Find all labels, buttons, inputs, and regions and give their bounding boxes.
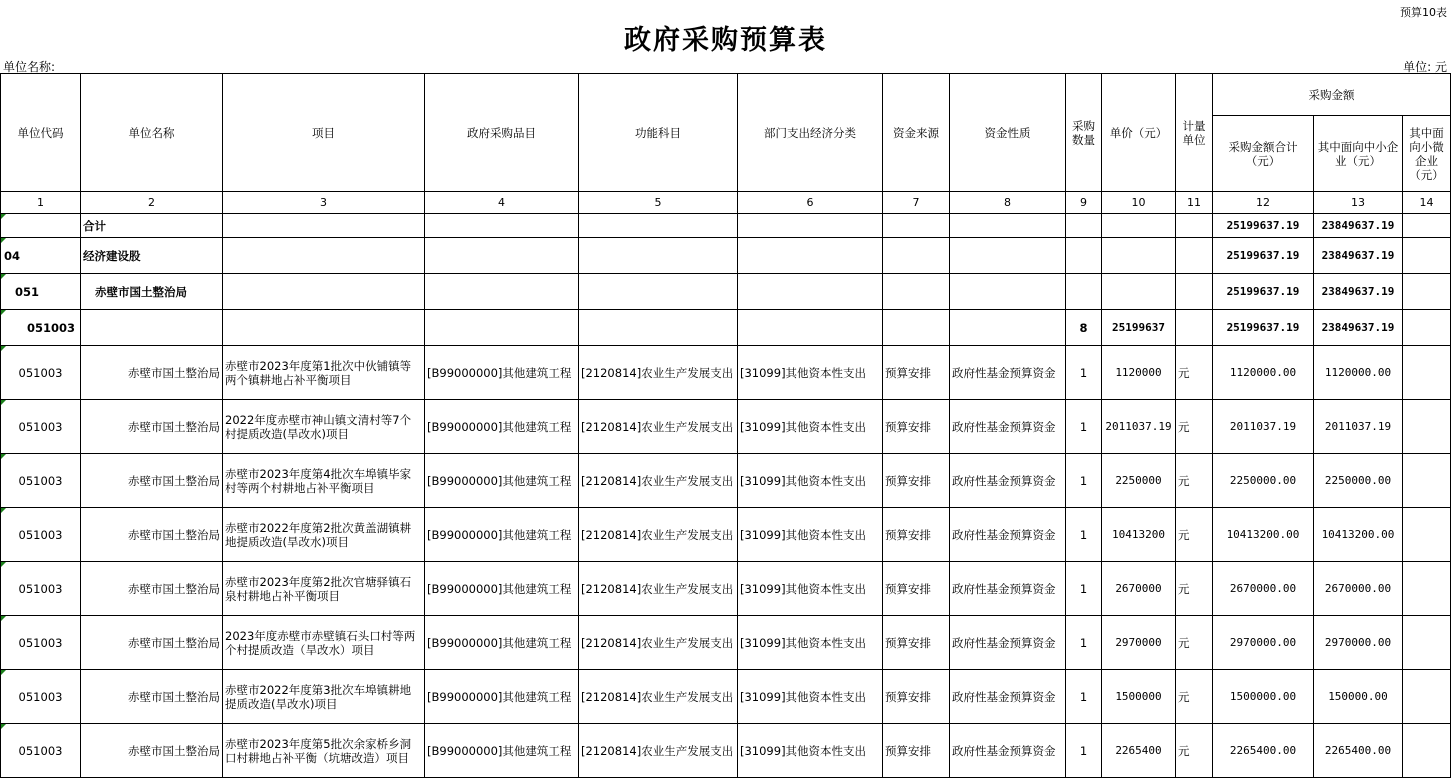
- row-item: [B99000000]其他建筑工程: [425, 346, 579, 400]
- summary-sme: 23849637.19: [1314, 310, 1403, 346]
- row-project: 赤壁市2023年度第1批次中伙铺镇等两个镇耕地占补平衡项目: [223, 346, 425, 400]
- summary-qty: [1066, 238, 1102, 274]
- summary-row: [1, 310, 1451, 346]
- row-total: 10413200.00: [1213, 508, 1314, 562]
- row-sme: 2250000.00: [1314, 454, 1403, 508]
- table-row: [1, 508, 1451, 562]
- summary-name: 赤壁市国土整治局: [81, 274, 223, 310]
- row-function: [2120814]农业生产发展支出: [579, 562, 738, 616]
- row-item: [B99000000]其他建筑工程: [425, 562, 579, 616]
- currency-unit-label: 单位: 元: [1403, 60, 1447, 74]
- col-number: 1: [1, 192, 81, 214]
- header-amount-total: 采购金额合计（元）: [1213, 116, 1314, 192]
- summary-row: [1, 274, 1451, 310]
- row-economic: [31099]其他资本性支出: [738, 454, 883, 508]
- row-fund-nature: 政府性基金预算资金: [950, 346, 1066, 400]
- header-amount-group: 采购金额: [1213, 74, 1451, 116]
- row-unit-price: 2011037.19: [1102, 400, 1176, 454]
- row-unit-price: 10413200: [1102, 508, 1176, 562]
- row-economic: [31099]其他资本性支出: [738, 724, 883, 778]
- col-number: 10: [1102, 192, 1176, 214]
- col-number: 6: [738, 192, 883, 214]
- row-project: 赤壁市2023年度第4批次车埠镇毕家村等两个村耕地占补平衡项目: [223, 454, 425, 508]
- header-fund-nature: 资金性质: [950, 74, 1066, 192]
- row-measure-unit: 元: [1176, 346, 1213, 400]
- row-total: 2011037.19: [1213, 400, 1314, 454]
- col-number: 9: [1066, 192, 1102, 214]
- table-row: [1, 670, 1451, 724]
- row-economic: [31099]其他资本性支出: [738, 508, 883, 562]
- header-unit-name: 单位名称: [81, 74, 223, 192]
- summary-qty: 8: [1066, 310, 1102, 346]
- row-sme: 2265400.00: [1314, 724, 1403, 778]
- summary-qty: [1066, 214, 1102, 238]
- col-number: 7: [883, 192, 950, 214]
- table-row: [1, 400, 1451, 454]
- row-unit-price: 2250000: [1102, 454, 1176, 508]
- row-project: 赤壁市2023年度第2批次官塘驿镇石泉村耕地占补平衡项目: [223, 562, 425, 616]
- row-project: 赤壁市2023年度第5批次余家桥乡洞口村耕地占补平衡（坑塘改造）项目: [223, 724, 425, 778]
- summary-code: 051003: [1, 310, 81, 346]
- summary-sme: 23849637.19: [1314, 274, 1403, 310]
- row-unit-name: 赤壁市国土整治局: [81, 346, 223, 400]
- row-measure-unit: 元: [1176, 670, 1213, 724]
- row-measure-unit: 元: [1176, 454, 1213, 508]
- row-micro: [1403, 670, 1451, 724]
- row-unit-price: 2670000: [1102, 562, 1176, 616]
- summary-sme: 23849637.19: [1314, 214, 1403, 238]
- summary-price: [1102, 274, 1176, 310]
- row-sme: 2011037.19: [1314, 400, 1403, 454]
- row-quantity: 1: [1066, 670, 1102, 724]
- summary-price: [1102, 238, 1176, 274]
- row-quantity: 1: [1066, 508, 1102, 562]
- row-fund-nature: 政府性基金预算资金: [950, 670, 1066, 724]
- row-micro: [1403, 400, 1451, 454]
- row-function: [2120814]农业生产发展支出: [579, 400, 738, 454]
- summary-qty: [1066, 274, 1102, 310]
- row-economic: [31099]其他资本性支出: [738, 616, 883, 670]
- header-unit-price: 单价（元）: [1102, 74, 1176, 192]
- header-quantity: 采购数量: [1066, 74, 1102, 192]
- row-quantity: 1: [1066, 400, 1102, 454]
- row-fund-source: 预算安排: [883, 346, 950, 400]
- row-measure-unit: 元: [1176, 400, 1213, 454]
- row-total: 2970000.00: [1213, 616, 1314, 670]
- row-unit-name: 赤壁市国土整治局: [81, 400, 223, 454]
- header-amount-micro: 其中面向小微企业（元）: [1403, 116, 1451, 192]
- row-fund-nature: 政府性基金预算资金: [950, 616, 1066, 670]
- row-measure-unit: 元: [1176, 724, 1213, 778]
- column-number-row: [1, 192, 1451, 214]
- row-quantity: 1: [1066, 346, 1102, 400]
- header-measure-unit: 计量单位: [1176, 74, 1213, 192]
- header-amount-sme: 其中面向中小企业（元）: [1314, 116, 1403, 192]
- row-function: [2120814]农业生产发展支出: [579, 508, 738, 562]
- summary-price: [1102, 214, 1176, 238]
- summary-total: 25199637.19: [1213, 238, 1314, 274]
- row-item: [B99000000]其他建筑工程: [425, 724, 579, 778]
- row-unit-name: 赤壁市国土整治局: [81, 616, 223, 670]
- row-quantity: 1: [1066, 724, 1102, 778]
- row-unit-code: 051003: [1, 616, 81, 670]
- summary-total: 25199637.19: [1213, 310, 1314, 346]
- row-fund-nature: 政府性基金预算资金: [950, 724, 1066, 778]
- row-function: [2120814]农业生产发展支出: [579, 670, 738, 724]
- row-micro: [1403, 346, 1451, 400]
- row-total: 1500000.00: [1213, 670, 1314, 724]
- summary-name: 合计: [81, 214, 223, 238]
- table-row: [1, 616, 1451, 670]
- table-row: [1, 346, 1451, 400]
- row-measure-unit: 元: [1176, 508, 1213, 562]
- row-quantity: 1: [1066, 562, 1102, 616]
- row-sme: 10413200.00: [1314, 508, 1403, 562]
- row-fund-source: 预算安排: [883, 454, 950, 508]
- row-unit-code: 051003: [1, 454, 81, 508]
- col-number: 4: [425, 192, 579, 214]
- col-number: 14: [1403, 192, 1451, 214]
- row-unit-price: 1120000: [1102, 346, 1176, 400]
- table-row: [1, 454, 1451, 508]
- row-fund-nature: 政府性基金预算资金: [950, 508, 1066, 562]
- col-number: 2: [81, 192, 223, 214]
- row-unit-name: 赤壁市国土整治局: [81, 508, 223, 562]
- header-project: 项目: [223, 74, 425, 192]
- col-number: 3: [223, 192, 425, 214]
- row-fund-source: 预算安排: [883, 400, 950, 454]
- table-row: [1, 724, 1451, 778]
- unit-name-label: 单位名称:: [3, 60, 56, 74]
- row-micro: [1403, 616, 1451, 670]
- summary-total: 25199637.19: [1213, 274, 1314, 310]
- row-fund-source: 预算安排: [883, 616, 950, 670]
- row-unit-price: 1500000: [1102, 670, 1176, 724]
- row-total: 2250000.00: [1213, 454, 1314, 508]
- row-unit-code: 051003: [1, 400, 81, 454]
- summary-code: 04: [1, 238, 81, 274]
- row-sme: 2970000.00: [1314, 616, 1403, 670]
- row-project: 赤壁市2022年度第3批次车埠镇耕地提质改造(旱改水)项目: [223, 670, 425, 724]
- row-fund-source: 预算安排: [883, 562, 950, 616]
- summary-name: [81, 310, 223, 346]
- row-fund-nature: 政府性基金预算资金: [950, 400, 1066, 454]
- row-unit-price: 2970000: [1102, 616, 1176, 670]
- row-unit-code: 051003: [1, 346, 81, 400]
- row-unit-name: 赤壁市国土整治局: [81, 724, 223, 778]
- col-number: 11: [1176, 192, 1213, 214]
- col-number: 12: [1213, 192, 1314, 214]
- row-item: [B99000000]其他建筑工程: [425, 670, 579, 724]
- page-title: 政府采购预算表: [624, 25, 827, 56]
- summary-sme: 23849637.19: [1314, 238, 1403, 274]
- row-fund-nature: 政府性基金预算资金: [950, 562, 1066, 616]
- form-number-tag: 预算10表: [1400, 6, 1447, 19]
- row-item: [B99000000]其他建筑工程: [425, 400, 579, 454]
- summary-row: [1, 214, 1451, 238]
- row-total: 1120000.00: [1213, 346, 1314, 400]
- row-unit-code: 051003: [1, 670, 81, 724]
- row-function: [2120814]农业生产发展支出: [579, 724, 738, 778]
- row-total: 2670000.00: [1213, 562, 1314, 616]
- row-economic: [31099]其他资本性支出: [738, 670, 883, 724]
- row-unit-code: 051003: [1, 724, 81, 778]
- row-measure-unit: 元: [1176, 616, 1213, 670]
- header-unit-code: 单位代码: [1, 74, 81, 192]
- row-item: [B99000000]其他建筑工程: [425, 508, 579, 562]
- row-total: 2265400.00: [1213, 724, 1314, 778]
- summary-total: 25199637.19: [1213, 214, 1314, 238]
- row-micro: [1403, 562, 1451, 616]
- row-unit-code: 051003: [1, 562, 81, 616]
- row-economic: [31099]其他资本性支出: [738, 562, 883, 616]
- row-sme: 2670000.00: [1314, 562, 1403, 616]
- row-measure-unit: 元: [1176, 562, 1213, 616]
- row-sme: 150000.00: [1314, 670, 1403, 724]
- row-sme: 1120000.00: [1314, 346, 1403, 400]
- row-quantity: 1: [1066, 454, 1102, 508]
- row-item: [B99000000]其他建筑工程: [425, 454, 579, 508]
- row-function: [2120814]农业生产发展支出: [579, 346, 738, 400]
- row-project: 2023年度赤壁市赤壁镇石头口村等两个村提质改造（旱改水）项目: [223, 616, 425, 670]
- summary-code: 051: [1, 274, 81, 310]
- row-item: [B99000000]其他建筑工程: [425, 616, 579, 670]
- row-unit-name: 赤壁市国土整治局: [81, 454, 223, 508]
- row-fund-nature: 政府性基金预算资金: [950, 454, 1066, 508]
- row-economic: [31099]其他资本性支出: [738, 400, 883, 454]
- row-economic: [31099]其他资本性支出: [738, 346, 883, 400]
- summary-name: 经济建设股: [81, 238, 223, 274]
- procurement-budget-table: [0, 73, 1451, 778]
- row-quantity: 1: [1066, 616, 1102, 670]
- row-fund-source: 预算安排: [883, 724, 950, 778]
- row-fund-source: 预算安排: [883, 670, 950, 724]
- summary-code: [1, 214, 81, 238]
- col-number: 13: [1314, 192, 1403, 214]
- col-number: 5: [579, 192, 738, 214]
- row-unit-name: 赤壁市国土整治局: [81, 562, 223, 616]
- row-micro: [1403, 454, 1451, 508]
- summary-price: 25199637: [1102, 310, 1176, 346]
- header-procurement-item: 政府采购品目: [425, 74, 579, 192]
- row-unit-code: 051003: [1, 508, 81, 562]
- row-function: [2120814]农业生产发展支出: [579, 616, 738, 670]
- row-project: 赤壁市2022年度第2批次黄盖湖镇耕地提质改造(旱改水)项目: [223, 508, 425, 562]
- header-function-subject: 功能科目: [579, 74, 738, 192]
- header-fund-source: 资金来源: [883, 74, 950, 192]
- row-unit-name: 赤壁市国土整治局: [81, 670, 223, 724]
- row-unit-price: 2265400: [1102, 724, 1176, 778]
- table-row: [1, 562, 1451, 616]
- row-function: [2120814]农业生产发展支出: [579, 454, 738, 508]
- row-fund-source: 预算安排: [883, 508, 950, 562]
- summary-row: [1, 238, 1451, 274]
- row-micro: [1403, 724, 1451, 778]
- row-micro: [1403, 508, 1451, 562]
- header-economic-class: 部门支出经济分类: [738, 74, 883, 192]
- row-project: 2022年度赤壁市神山镇文清村等7个村提质改造(旱改水)项目: [223, 400, 425, 454]
- col-number: 8: [950, 192, 1066, 214]
